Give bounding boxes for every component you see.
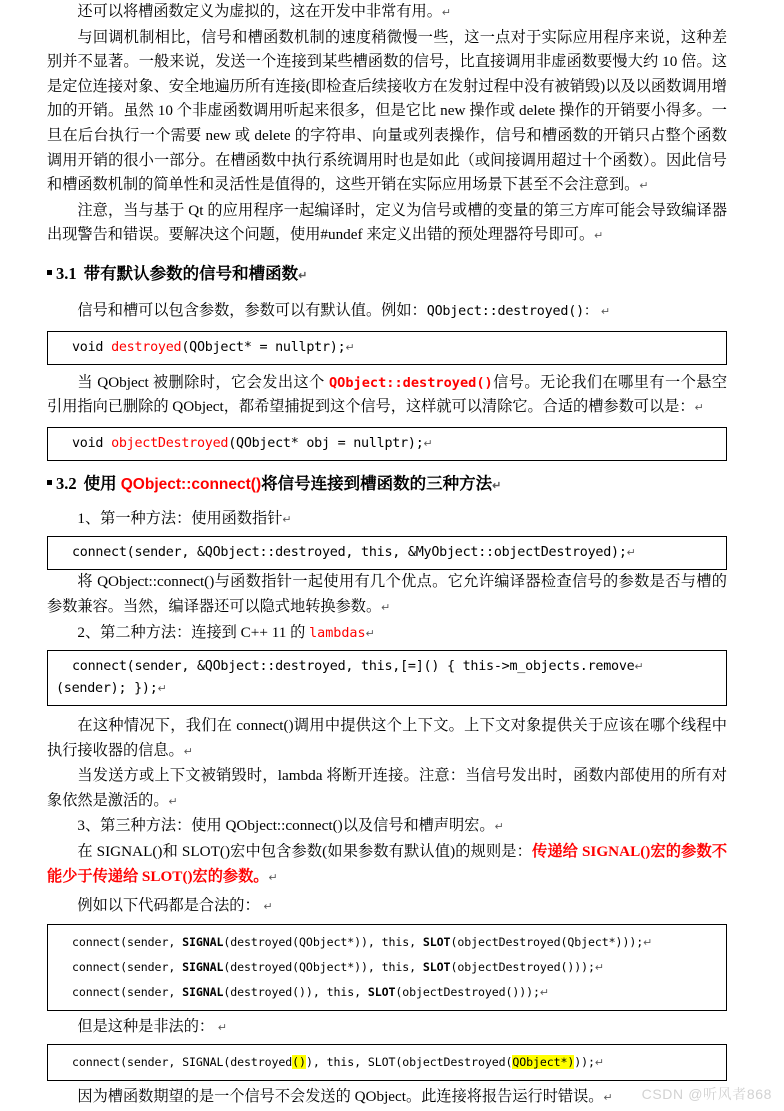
method-1-label <box>47 507 727 533</box>
pilcrow-mark: ↵ <box>492 479 502 492</box>
pilcrow-mark: ↵ <box>494 821 504 834</box>
paragraph-14-text: 因为槽函数期望的是一个信号不会发送的 QObject。此连接将报告运行时错误。 <box>77 1088 604 1106</box>
code-macro-signal: SIGNAL <box>182 959 224 974</box>
paragraph-9 <box>47 764 727 814</box>
document-body-column <box>47 0 727 1111</box>
code-block-2 <box>47 427 727 461</box>
csdn-watermark: CSDN @听风者868 <box>641 1086 772 1102</box>
paragraph-1 <box>47 0 727 26</box>
code-text: connect(sender, <box>72 934 183 949</box>
square-bullet-icon <box>47 270 52 275</box>
code-text: (sender); }); <box>56 681 158 697</box>
pilcrow-mark: ↵ <box>423 437 433 450</box>
pilcrow-mark: ↵ <box>268 871 278 884</box>
pilcrow-mark: ↵ <box>594 961 605 974</box>
paragraph-11-text: 在 SIGNAL()和 SLOT()宏中包含参数(如果参数有默认值)的规则是： <box>77 843 532 861</box>
code-block-3 <box>47 536 727 570</box>
paragraph-11 <box>47 840 727 890</box>
paragraph-5-text-b: 信号。无论我们在哪里有一个悬空引用指向已删除的 QObject，都希望捕捉到这个信号，这样就可以清除它。合适的槽参数可以是： <box>47 373 728 416</box>
pilcrow-mark: ↵ <box>603 1092 613 1105</box>
code-line <box>56 337 718 359</box>
code-text: )); <box>574 1055 595 1070</box>
pilcrow-mark: ↵ <box>282 513 292 526</box>
pilcrow-mark: ↵ <box>643 936 653 949</box>
section-title-api: QObject::connect() <box>120 475 262 493</box>
paragraph-5-text-a: 当 QObject 被删除时，它会发出这个 <box>77 373 329 391</box>
paragraph-6 <box>47 570 727 620</box>
paragraph-9-text: 当发送方或上下文被销毁时，lambda 将断开连接。注意：当信号发出时，函数内部使用的所有对象依然是激活的。 <box>47 767 727 809</box>
paragraph-4-text-a: 信号和槽可以包含参数，参数可以有默认值。例如： <box>77 301 427 319</box>
code-text: connect(sender, SIGNAL(destroyed <box>72 1055 293 1070</box>
method-1-label-text: 1、第一种方法：使用函数指针 <box>77 509 283 527</box>
pilcrow-mark: ↵ <box>639 180 649 193</box>
section-title-pre: 使用 <box>83 473 121 493</box>
code-text: (objectDestroyed())); <box>395 984 540 999</box>
pilcrow-mark: ↵ <box>157 683 167 696</box>
code-keyword: void <box>72 339 112 355</box>
pilcrow-mark: ↵ <box>539 986 549 999</box>
paragraph-14 <box>47 1085 727 1111</box>
paragraph-13-text: 但是这种是非法的： <box>77 1017 215 1035</box>
pilcrow-mark: ↵ <box>168 795 178 808</box>
paragraph-5 <box>47 371 727 421</box>
code-text: connect(sender, <box>72 959 183 974</box>
paragraph-1-text: 还可以将槽函数定义为虚拟的，这在开发中非常有用。 <box>77 3 442 20</box>
paragraph-8 <box>47 714 727 764</box>
code-text: (objectDestroyed())); <box>450 959 595 974</box>
paragraph-2-text: 与回调机制相比，信号和槽函数机制的速度稍微慢一些，这一点对于实际应用程序来说，这种差别并不显著。一般来说，发送一个连接到某些槽函数的信号，比直接调用非虚函数要慢大约 10 倍。这是定位连接对象、安全地遍历所有连接(即检查后续接收方在发射过程中没有被销毁)以及以函数调用增加的开销。虽然 10 个非虚函数调用听起来很多，但是它比 new 操作或 delete 操作的开销要小得多。一旦在后台执行一个需要 new 或 delete 的字符串、向量或列表操作，信号和槽函数的开销只占整个函数调用开销的很小一部分。在槽函数中执行系统调用时也是如此（或间接调用超过十个函数）。因此信号和槽函数机制的简单性和灵活性是值得的，这些开销在实际应用场景下甚至不会注意到。 <box>47 28 727 194</box>
code-macro-slot: SLOT <box>422 959 451 974</box>
pilcrow-mark: ↵ <box>263 901 273 914</box>
code-line <box>56 656 718 678</box>
code-text: connect(sender, <box>72 984 183 999</box>
code-text: (destroyed(QObject*)), this, <box>223 934 423 949</box>
pilcrow-mark: ↵ <box>594 1057 605 1070</box>
code-line <box>56 930 718 955</box>
code-keyword: void <box>72 435 112 451</box>
paragraph-11-rule-highlight: 传递给 SIGNAL()宏的参数不能少于传递给 SLOT()宏的参数。 <box>47 843 728 885</box>
pilcrow-mark: ↵ <box>594 230 604 243</box>
code-line <box>56 433 718 455</box>
section-title <box>84 471 493 498</box>
paragraph-3 <box>47 199 727 249</box>
code-signature: (QObject* = nullptr); <box>181 339 346 355</box>
pilcrow-mark: ↵ <box>217 1021 228 1034</box>
pilcrow-mark: ↵ <box>381 601 391 614</box>
code-function-name: objectDestroyed <box>111 435 229 451</box>
code-macro-signal: SIGNAL <box>182 934 224 949</box>
code-block-6 <box>47 1044 727 1081</box>
paragraph-13 <box>47 1015 727 1041</box>
pilcrow-mark: ↵ <box>183 745 193 758</box>
pilcrow-mark: ↵ <box>600 305 611 318</box>
pilcrow-mark: ↵ <box>441 7 452 19</box>
section-number: 3.1 <box>56 263 77 283</box>
code-block-5 <box>47 924 727 1011</box>
section-heading-3-2 <box>47 471 727 499</box>
code-text: connect(sender, &QObject::destroyed, this, &MyObject::objectDestroyed); <box>72 545 627 561</box>
paragraph-2 <box>47 26 727 199</box>
pilcrow-mark: ↵ <box>694 402 704 415</box>
code-macro-slot: SLOT <box>422 934 451 949</box>
paragraph-12 <box>47 894 727 920</box>
pilcrow-mark: ↵ <box>365 627 375 640</box>
code-text: (destroyed()), this, <box>223 984 368 999</box>
code-line <box>56 980 718 1005</box>
method-3-label-text: 3、第三种方法：使用 QObject::connect()以及信号和槽声明宏。 <box>77 817 495 835</box>
method-3-label <box>47 814 727 840</box>
code-text: connect(sender, &QObject::destroyed, this,[=]() { this->m_objects.remove <box>72 659 635 675</box>
square-bullet-icon <box>47 480 52 485</box>
code-line <box>56 542 718 564</box>
code-text: (destroyed(QObject*)), this, <box>223 959 423 974</box>
pilcrow-mark: ↵ <box>626 547 636 560</box>
paragraph-4-api: QObject::destroyed()： <box>426 303 598 319</box>
paragraph-5-api-highlight: QObject::destroyed() <box>329 374 493 391</box>
code-text: (objectDestroyed(Qbject*))); <box>450 934 644 949</box>
code-line <box>56 678 718 700</box>
pilcrow-mark: ↵ <box>345 341 355 354</box>
code-line <box>56 1050 718 1075</box>
paragraph-3-text: 注意，当与基于 Qt 的应用程序一起编译时，定义为信号或槽的变量的第三方库可能会导致编译器出现警告和错误。要解决这个问题，使用#undef 来定义出错的预处理器符号即可。 <box>47 201 727 244</box>
section-title-post: 将信号连接到槽函数的三种方法 <box>261 473 493 493</box>
pilcrow-mark: ↵ <box>298 269 308 282</box>
section-number: 3.2 <box>56 473 77 493</box>
code-block-1 <box>47 331 727 365</box>
method-2-label <box>47 621 727 647</box>
code-highlight-empty-args: () <box>292 1055 306 1070</box>
code-macro-slot: SLOT <box>367 984 396 999</box>
code-line <box>56 955 718 980</box>
paragraph-12-text: 例如以下代码都是合法的： <box>77 897 260 915</box>
section-title: 带有默认参数的信号和槽函数 <box>83 263 299 283</box>
paragraph-8-text: 在这种情况下，我们在 connect()调用中提供这个上下文。上下文对象提供关于应该在哪个线程中执行接收器的信息。 <box>47 717 727 759</box>
pilcrow-mark: ↵ <box>634 661 644 674</box>
code-text: ), this, SLOT(objectDestroyed( <box>305 1055 513 1070</box>
code-signature: (QObject* obj = nullptr); <box>228 435 424 451</box>
code-block-4 <box>47 650 727 706</box>
method-2-label-text-a: 2、第二种方法：连接到 C++ 11 的 <box>77 623 310 641</box>
method-2-lambdas-keyword: lambdas <box>309 625 366 641</box>
code-highlight-qobject-arg: QObject*) <box>512 1055 575 1070</box>
code-function-name: destroyed <box>111 339 182 355</box>
code-macro-signal: SIGNAL <box>182 984 224 999</box>
paragraph-6-text: 将 QObject::connect()与函数指针一起使用有几个优点。它允许编译器检查信号的参数是否与槽的参数兼容。当然，编译器还可以隐式地转换参数。 <box>47 573 727 615</box>
section-heading-3-1 <box>47 261 727 289</box>
paragraph-4 <box>47 299 727 325</box>
